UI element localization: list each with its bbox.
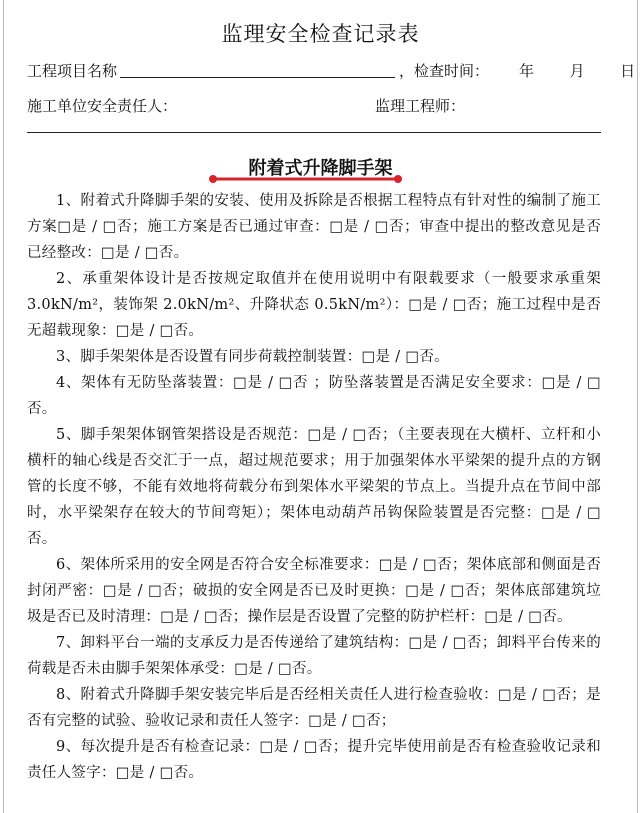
project-info-row	[27, 60, 636, 82]
date-month-label: 月	[569, 62, 585, 80]
date-year-label: 年	[519, 62, 535, 80]
safety-responsible-label: 施工单位安全责任人：	[27, 97, 178, 115]
checklist-item: 4、架体有无防坠落装置：□是 / □否 ；防坠落装置是否满足安全要求：□是 / □否。	[27, 375, 601, 417]
date-day-label: 日	[620, 62, 636, 80]
document-title: 监理安全检查记录表	[221, 22, 420, 46]
inspection-time-label: ，检查时间：	[399, 62, 490, 80]
page-border-left	[3, 0, 4, 813]
checklist-item: 5、脚手架架体钢管架搭设是否规范：□是 / □否；（主要表现在大横杆、立杆和小横杆的轴心线是否交汇于一点，超过规范要求；用于加强架体水平梁架的提升点的方钢管的长度不够，不能有效地将荷载分布到架体水平梁架的节点上。当提升点在节间中部时，水平梁架存在较大的节间弯矩）；架体电动葫芦吊钩保险装置是否完整：□是 / □否。	[27, 427, 601, 547]
project-name-label: 工程项目名称	[27, 62, 118, 80]
supervisor-label: 监理工程师：	[375, 97, 466, 115]
checklist-item: 9、每次提升是否有检查记录：□是 / □否；提升完毕使用前是否有检查验收记录和责任人签字：□是 / □否。	[27, 739, 601, 781]
header-divider	[27, 132, 601, 133]
checklist-item: 8、附着式升降脚手架安装完毕后是否经相关责任人进行检查验收：□是 / □否；是否有完整的试验、验收记录和责任人签字：□是 / □否；	[27, 687, 601, 729]
project-name-field[interactable]	[120, 77, 395, 78]
checklist-item: 7、卸料平台一端的支承反力是否传递给了建筑结构：□是 / □否；卸料平台传来的荷载是否未由脚手架架体承受：□是 / □否。	[27, 635, 601, 677]
checklist-item: 1、附着式升降脚手架的安装、使用及拆除是否根据工程特点有针对性的编制了施工方案□是 / □否；施工方案是否已通过审查：□是 / □否；审查中提出的整改意见是否已经整改：□是 / □否。	[27, 193, 601, 261]
responsible-row	[27, 95, 617, 117]
checklist-item: 6、架体所采用的安全网是否符合安全标准要求：□是 / □否；架体底部和侧面是否封闭严密：□是 / □否；破损的安全网是否已及时更换：□是 / □否；架体底部建筑垃圾是否已及时清理：□是 / □否；操作层是否设置了完整的防护栏杆：□是 / □否。	[27, 557, 601, 625]
checklist-body	[27, 188, 601, 786]
date-field[interactable]	[519, 60, 635, 81]
checklist-item: 3、脚手架架体是否设置有同步荷载控制装置：□是 / □否。	[56, 349, 449, 365]
red-underline-mark	[208, 172, 403, 186]
checklist-item: 2、承重架体设计是否按规定取值并在使用说明中有限载要求（一般要求承重架3.0kN/m²，装饰架 2.0kN/m²、升降状态 0.5kN/m²）：□是 / □否；施工过程中是否无超载现象：□是 / □否。	[27, 271, 601, 339]
page-border-right	[637, 0, 638, 813]
section-title: 附着式升降脚手架	[248, 158, 393, 179]
